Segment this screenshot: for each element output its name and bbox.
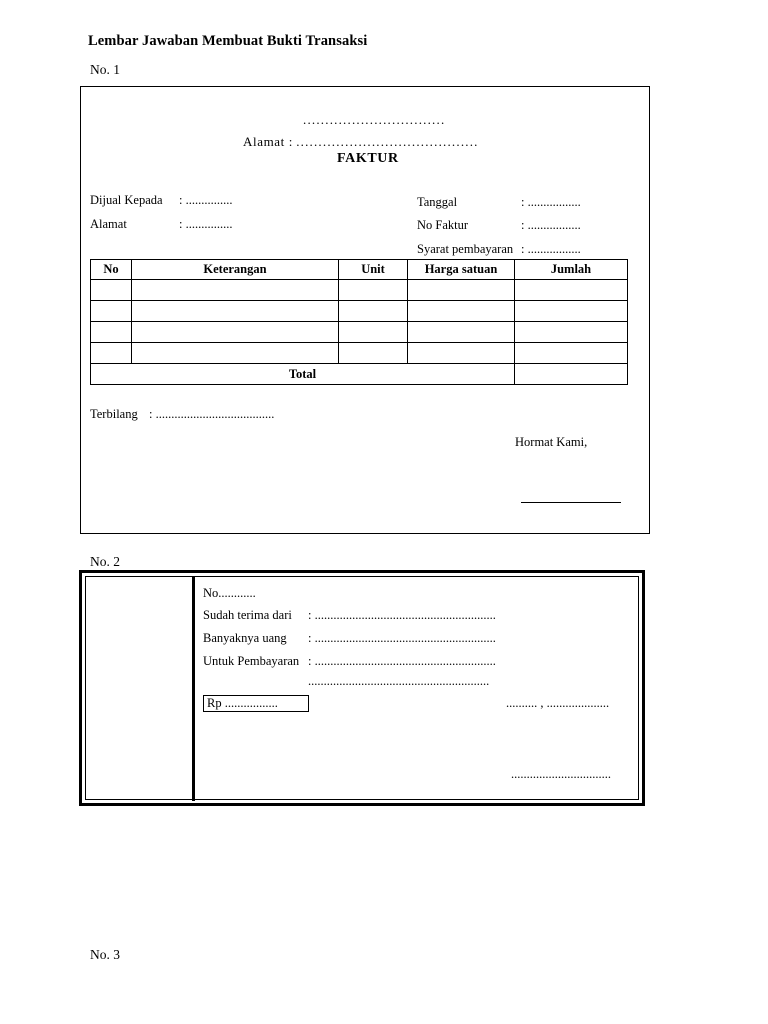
tanggal-label: Tanggal (417, 195, 458, 209)
column-header-harga-satuan: Harga satuan (408, 260, 515, 280)
cell-jumlah[interactable] (515, 322, 628, 343)
column-header-jumlah: Jumlah (515, 260, 628, 280)
table-header-row (91, 260, 628, 280)
cell-jumlah[interactable] (515, 280, 628, 301)
cell-unit[interactable] (339, 343, 408, 364)
cell-keterangan[interactable] (132, 322, 339, 343)
column-header-keterangan: Keterangan (132, 260, 339, 280)
terbilang-field[interactable]: : ...................................... (149, 407, 275, 421)
table-row (91, 280, 628, 301)
kwitansi-no-field[interactable]: No............ (203, 586, 256, 600)
no-faktur-field[interactable]: : ................. (521, 218, 581, 232)
terbilang-label: Terbilang (90, 407, 138, 421)
signature-line (521, 502, 621, 503)
table-total-row (91, 364, 628, 385)
page-title: Lembar Jawaban Membuat Bukti Transaksi (88, 33, 368, 49)
total-value-cell[interactable] (515, 364, 628, 385)
cell-jumlah[interactable] (515, 343, 628, 364)
cell-no[interactable] (91, 343, 132, 364)
faktur-heading: FAKTUR (337, 151, 399, 166)
untuk-pembayaran-label: Untuk Pembayaran (203, 654, 300, 668)
section-label-no-3: No. 3 (90, 947, 120, 962)
faktur-company-address-label: Alamat : (243, 134, 293, 149)
cell-harga-satuan[interactable] (408, 301, 515, 322)
cell-unit[interactable] (339, 322, 408, 343)
syarat-pembayaran-label: Syarat pembayaran (417, 242, 514, 256)
rp-amount-field[interactable]: Rp ................. (203, 695, 309, 712)
total-label: Total (91, 364, 515, 385)
cell-keterangan[interactable] (132, 280, 339, 301)
faktur-alamat-label: Alamat (90, 217, 127, 231)
sudah-terima-dari-label: Sudah terima dari (203, 608, 292, 622)
table-row (91, 301, 628, 322)
dijual-kepada-field[interactable]: : ............... (179, 193, 233, 207)
faktur-form (80, 86, 650, 534)
untuk-pembayaran-field-line2[interactable]: .......................................................... (308, 674, 490, 688)
cell-keterangan[interactable] (132, 343, 339, 364)
table-row (91, 322, 628, 343)
kwitansi-place-date-field[interactable]: .......... , .................... (506, 696, 610, 710)
faktur-company-name-dots: ................................ (303, 112, 446, 127)
cell-unit[interactable] (339, 280, 408, 301)
faktur-items-table (90, 259, 628, 385)
column-header-unit: Unit (339, 260, 408, 280)
kwitansi-inner-border (85, 576, 639, 800)
section-label-no-2: No. 2 (90, 554, 120, 569)
faktur-company-address-dots: ......................................... (296, 134, 479, 149)
hormat-kami-label: Hormat Kami, (515, 435, 588, 449)
banyaknya-uang-label: Banyaknya uang (203, 631, 287, 645)
untuk-pembayaran-field[interactable]: : .......................................................... (308, 654, 496, 668)
tanggal-field[interactable]: : ................. (521, 195, 581, 209)
faktur-alamat-field[interactable]: : ............... (179, 217, 233, 231)
table-row (91, 343, 628, 364)
kwitansi-signature-dots[interactable]: ................................ (511, 767, 611, 781)
kwitansi-stub-divider (192, 577, 195, 801)
cell-no[interactable] (91, 280, 132, 301)
cell-unit[interactable] (339, 301, 408, 322)
faktur-company-address-line (243, 134, 479, 150)
syarat-pembayaran-field[interactable]: : ................. (521, 242, 581, 256)
no-faktur-label: No Faktur (417, 218, 469, 232)
cell-keterangan[interactable] (132, 301, 339, 322)
cell-jumlah[interactable] (515, 301, 628, 322)
dijual-kepada-label: Dijual Kepada (90, 193, 163, 207)
cell-harga-satuan[interactable] (408, 322, 515, 343)
column-header-no: No (91, 260, 132, 280)
banyaknya-uang-field[interactable]: : .......................................................... (308, 631, 496, 645)
kwitansi-form (79, 570, 645, 806)
cell-no[interactable] (91, 322, 132, 343)
cell-harga-satuan[interactable] (408, 280, 515, 301)
sudah-terima-dari-field[interactable]: : .......................................................... (308, 608, 496, 622)
section-label-no-1: No. 1 (90, 62, 120, 77)
cell-no[interactable] (91, 301, 132, 322)
cell-harga-satuan[interactable] (408, 343, 515, 364)
